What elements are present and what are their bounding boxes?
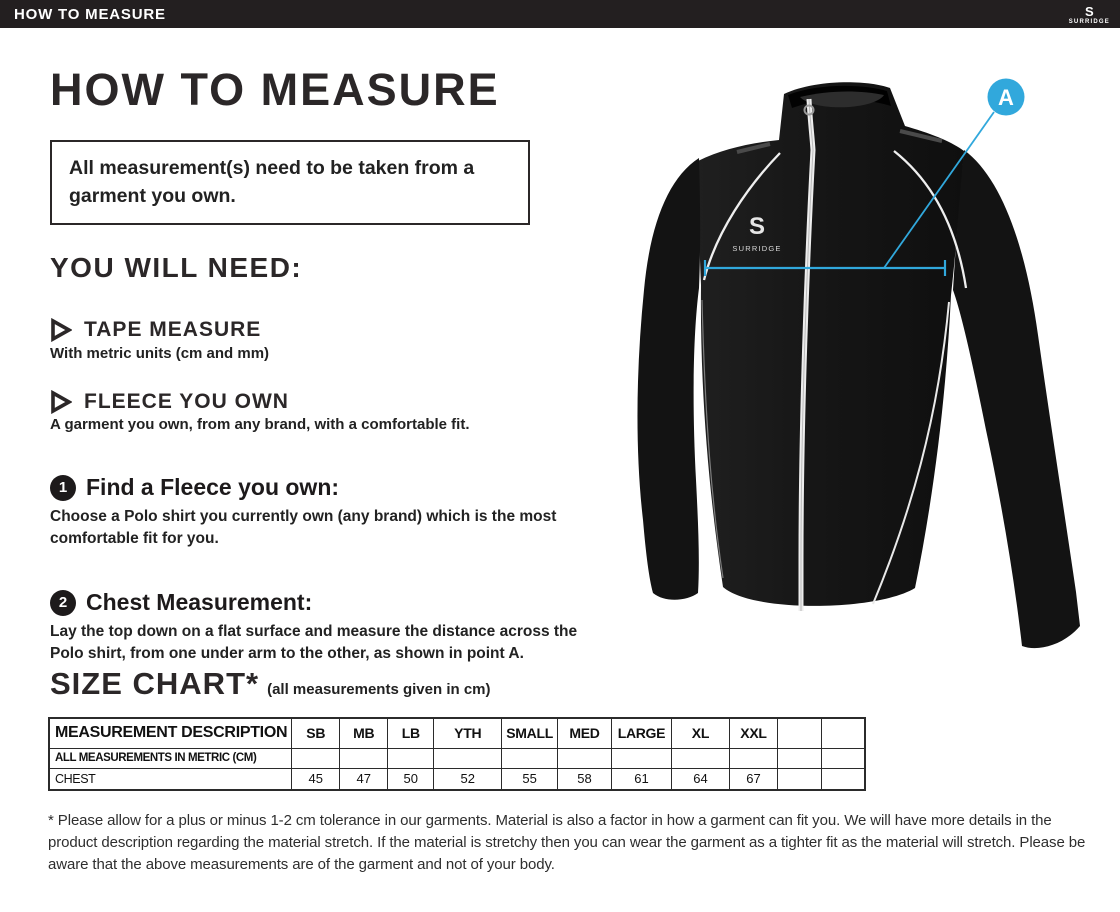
step-2-number-badge: 2 — [50, 590, 76, 616]
header-cell — [777, 718, 821, 748]
step-1-description: Choose a Polo shirt you currently own (any brand) which is the most comfortable fit for you. — [50, 508, 557, 548]
tolerance-footnote: * Please allow for a plus or minus 1-2 cm tolerance in our garments. Material is also a factor in how a garment can fit you. We will have more details in the product description regarding the material stretch. If the material is stretchy then you can wear the garment as a tighter fit as the material will stretch. Please be aware that the above measurements are of the garment and not of your body. — [48, 812, 1086, 874]
value-cell — [777, 748, 821, 768]
you-will-need-heading: YOU WILL NEED: — [50, 252, 303, 283]
page-title: HOW TO MEASURE — [50, 64, 500, 115]
value-cell: 67 — [729, 768, 777, 790]
step-2-title: Chest Measurement: — [86, 589, 313, 615]
header-cell: MED — [557, 718, 611, 748]
header-cell: MB — [340, 718, 388, 748]
value-cell: 45 — [292, 768, 340, 790]
value-cell: 47 — [340, 768, 388, 790]
header-cell: SMALL — [502, 718, 558, 748]
jacket-right-sleeve — [953, 150, 1080, 648]
tool-label: FLEECE YOU OWN — [84, 390, 289, 413]
size-chart-title: SIZE CHART* — [50, 666, 260, 701]
jacket-torso — [698, 82, 964, 606]
header-cell — [821, 718, 865, 748]
header-cell: XL — [671, 718, 729, 748]
value-cell — [434, 748, 502, 768]
header-cell: MEASUREMENT DESCRIPTION — [49, 718, 292, 748]
step-1-title: Find a Fleece you own: — [86, 474, 340, 500]
surridge-logo-text: SURRIDGE — [1068, 18, 1110, 25]
value-cell: 58 — [557, 768, 611, 790]
value-cell — [821, 768, 865, 790]
tool-item-fleece — [50, 390, 289, 414]
value-cell — [777, 768, 821, 790]
point-a-label: A — [998, 85, 1014, 110]
surridge-logo — [1069, 5, 1110, 25]
table-header-row — [49, 718, 865, 748]
step-1-heading — [50, 474, 339, 501]
header-cell: LARGE — [611, 718, 671, 748]
size-chart-heading — [50, 666, 491, 702]
value-cell — [729, 748, 777, 768]
top-bar-title: HOW TO MEASURE — [14, 5, 166, 23]
surridge-s-icon: S — [1085, 3, 1094, 19]
size-chart-table — [48, 717, 866, 791]
tool-item-tape-measure — [50, 318, 261, 342]
value-cell: 55 — [502, 768, 558, 790]
value-cell — [671, 748, 729, 768]
header-cell: XXL — [729, 718, 777, 748]
garment-logo-s: S — [748, 213, 766, 240]
value-cell — [340, 748, 388, 768]
jacket-left-sleeve — [637, 158, 700, 600]
header-cell: LB — [388, 718, 434, 748]
value-cell — [557, 748, 611, 768]
value-cell — [502, 748, 558, 768]
row-label-cell: ALL MEASUREMENTS IN METRIC (CM) — [49, 748, 292, 768]
measurement-note-box: All measurement(s) need to be taken from a garment you own. — [50, 140, 530, 225]
table-row-metric-note — [49, 748, 865, 768]
value-cell: 50 — [388, 768, 434, 790]
value-cell — [611, 748, 671, 768]
triangle-bullet-icon — [50, 390, 72, 414]
step-2-description: Lay the top down on a flat surface and measure the distance across the Polo shirt, from one under arm to the other, as shown in point A. — [50, 623, 578, 663]
garment-logo-text: SURRIDGE — [732, 244, 782, 253]
value-cell — [388, 748, 434, 768]
triangle-bullet-icon — [50, 318, 72, 342]
value-cell — [821, 748, 865, 768]
table-row-chest — [49, 768, 865, 790]
value-cell: 64 — [671, 768, 729, 790]
step-1-number-badge: 1 — [50, 475, 76, 501]
row-label-cell: CHEST — [49, 768, 292, 790]
header-cell: YTH — [434, 718, 502, 748]
step-2-heading — [50, 589, 312, 616]
header-cell: SB — [292, 718, 340, 748]
value-cell: 52 — [434, 768, 502, 790]
tool-description: A garment you own, from any brand, with a comfortable fit. — [50, 416, 470, 433]
value-cell — [292, 748, 340, 768]
tool-label: TAPE MEASURE — [84, 318, 262, 341]
size-chart-subtitle: (all measurements given in cm) — [267, 681, 491, 698]
top-bar — [0, 0, 1120, 28]
fleece-jacket-figure — [600, 50, 1120, 670]
tool-description: With metric units (cm and mm) — [50, 345, 270, 362]
value-cell: 61 — [611, 768, 671, 790]
